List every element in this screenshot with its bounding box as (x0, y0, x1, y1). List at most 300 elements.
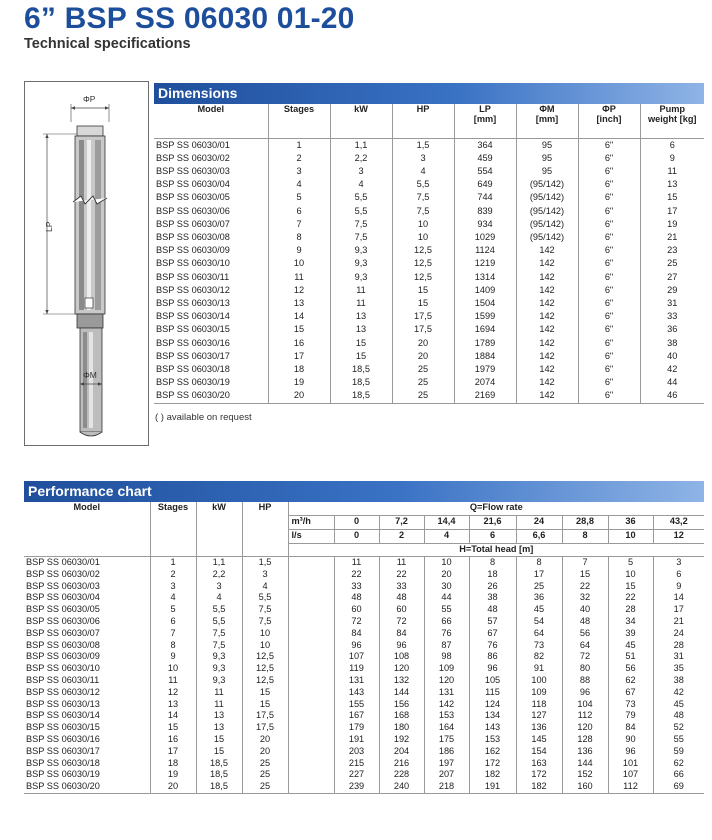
value-cell: 6" (578, 350, 640, 363)
value-cell: 95 (516, 152, 578, 165)
head-cell: 48 (469, 604, 516, 616)
value-cell: 649 (454, 178, 516, 191)
unit-spacer-cell (288, 769, 334, 781)
head-cell: 134 (469, 710, 516, 722)
head-cell: 10 (608, 569, 653, 581)
value-cell: 142 (516, 284, 578, 297)
performance-row (24, 581, 704, 593)
value-cell: (95/142) (516, 205, 578, 218)
value-cell: 20 (150, 781, 196, 793)
model-cell: BSP SS 06030/09 (26, 651, 100, 662)
head-cell: 48 (379, 592, 424, 604)
value-cell: 11 (330, 284, 392, 297)
value-cell: 13 (196, 710, 242, 722)
value-cell: 25 (392, 389, 454, 403)
head-cell: 118 (516, 699, 562, 711)
head-cell: 15 (562, 569, 608, 581)
head-cell: 33 (334, 581, 379, 593)
value-cell: (95/142) (516, 191, 578, 204)
dimensions-row (154, 363, 704, 376)
model-cell: BSP SS 06030/06 (26, 615, 100, 626)
value-cell: 15 (196, 734, 242, 746)
head-cell: 227 (334, 769, 379, 781)
head-cell: 22 (608, 592, 653, 604)
value-cell: 6" (578, 389, 640, 403)
value-cell: 6" (578, 284, 640, 297)
head-cell: 160 (562, 781, 608, 793)
value-cell: 839 (454, 205, 516, 218)
performance-row (24, 628, 704, 640)
value-cell: 9 (640, 152, 704, 165)
value-cell: 6 (640, 138, 704, 152)
model-cell: BSP SS 06030/01 (26, 557, 100, 567)
value-cell: 3 (242, 569, 288, 581)
value-cell: 18,5 (196, 769, 242, 781)
performance-row (24, 663, 704, 675)
dimensions-row (154, 323, 704, 336)
performance-body (24, 557, 704, 794)
value-cell: 15 (242, 687, 288, 699)
value-cell: 2 (268, 152, 330, 165)
unit-spacer-cell (288, 746, 334, 758)
flow-m3h-cell: 36 (608, 516, 653, 530)
performance-table (24, 502, 704, 794)
head-cell: 73 (516, 640, 562, 652)
head-cell: 144 (379, 687, 424, 699)
value-cell: 6" (578, 138, 640, 152)
value-cell: 142 (516, 350, 578, 363)
value-cell: 1314 (454, 271, 516, 284)
head-cell: 132 (379, 675, 424, 687)
dimensions-row (154, 152, 704, 165)
model-cell: BSP SS 06030/20 (24, 781, 150, 793)
dimensions-row (154, 244, 704, 257)
unit-spacer-cell (288, 734, 334, 746)
head-cell: 104 (562, 699, 608, 711)
pump-drawing (24, 81, 149, 446)
value-cell: 142 (516, 310, 578, 323)
unit-spacer-cell (288, 722, 334, 734)
head-cell: 66 (653, 769, 704, 781)
performance-row (24, 687, 704, 699)
value-cell: 31 (640, 297, 704, 310)
performance-title: Performance chart (28, 483, 152, 499)
value-cell: 2074 (454, 376, 516, 389)
value-cell: 7,5 (242, 616, 288, 628)
value-cell: 17,5 (392, 310, 454, 323)
value-cell: 1,5 (242, 557, 288, 569)
value-cell: 7 (268, 218, 330, 231)
unit-spacer-cell (288, 592, 334, 604)
value-cell: 5,5 (330, 191, 392, 204)
head-cell: 82 (516, 651, 562, 663)
head-cell: 51 (608, 651, 653, 663)
head-cell: 66 (424, 616, 469, 628)
head-cell: 64 (516, 628, 562, 640)
head-cell: 22 (562, 581, 608, 593)
value-cell: 744 (454, 191, 516, 204)
flow-m3h-cell: 28,8 (562, 516, 608, 530)
dimensions-row (154, 284, 704, 297)
head-cell: 14 (653, 592, 704, 604)
head-cell: 98 (424, 651, 469, 663)
model-cell: BSP SS 06030/06 (156, 205, 230, 216)
value-cell: 7,5 (330, 218, 392, 231)
head-cell: 168 (379, 710, 424, 722)
value-cell: 19 (640, 218, 704, 231)
value-cell: 554 (454, 165, 516, 178)
value-cell: 44 (640, 376, 704, 389)
dimensions-row (154, 376, 704, 389)
page-title: 6” BSP SS 06030 01-20 (24, 2, 355, 35)
performance-row (24, 781, 704, 793)
value-cell: 25 (640, 257, 704, 270)
dimensions-row (154, 165, 704, 178)
value-cell: 6" (578, 257, 640, 270)
head-cell: 84 (334, 628, 379, 640)
head-cell: 76 (424, 628, 469, 640)
unit-spacer-cell (288, 604, 334, 616)
head-cell: 40 (562, 604, 608, 616)
value-cell: 13 (268, 297, 330, 310)
value-cell: 6" (578, 205, 640, 218)
model-cell: BSP SS 06030/12 (26, 686, 100, 697)
value-cell: 6" (578, 152, 640, 165)
value-cell: 16 (150, 734, 196, 746)
value-cell: 6" (578, 191, 640, 204)
value-cell: 12,5 (392, 271, 454, 284)
value-cell: 459 (454, 152, 516, 165)
head-cell: 155 (334, 699, 379, 711)
performance-row (24, 758, 704, 770)
p-label: ΦP (83, 94, 96, 104)
model-cell: BSP SS 06030/19 (156, 377, 230, 388)
head-cell: 136 (516, 722, 562, 734)
value-cell: 36 (640, 323, 704, 336)
model-cell: BSP SS 06030/05 (156, 192, 230, 203)
head-cell: 57 (469, 616, 516, 628)
value-cell: 8 (268, 231, 330, 244)
model-cell: BSP SS 06030/18 (26, 757, 100, 768)
value-cell: 1599 (454, 310, 516, 323)
value-cell: 3 (268, 165, 330, 178)
value-cell: 18,5 (196, 781, 242, 793)
value-cell: (95/142) (516, 231, 578, 244)
value-cell: 15 (640, 191, 704, 204)
head-cell: 62 (608, 675, 653, 687)
value-cell: 11 (150, 675, 196, 687)
head-cell: 45 (516, 604, 562, 616)
value-cell: 25 (392, 363, 454, 376)
head-cell: 152 (562, 769, 608, 781)
head-cell: 119 (334, 663, 379, 675)
performance-row (24, 557, 704, 569)
unit-ls: l/s (288, 530, 334, 544)
motor-base (80, 432, 102, 436)
value-cell: 23 (640, 244, 704, 257)
model-cell: BSP SS 06030/15 (156, 324, 230, 335)
head-cell: 96 (469, 663, 516, 675)
head-cell: 69 (653, 781, 704, 793)
value-cell: 19 (150, 769, 196, 781)
flow-m3h-cell: 0 (334, 516, 379, 530)
value-cell: 142 (516, 257, 578, 270)
value-cell: 3 (150, 581, 196, 593)
head-cell: 88 (562, 675, 608, 687)
model-cell: BSP SS 06030/19 (26, 769, 100, 780)
head-cell: 72 (334, 616, 379, 628)
model-cell: BSP SS 06030/07 (26, 627, 100, 638)
motor-shading (83, 332, 87, 428)
head-cell: 42 (653, 687, 704, 699)
value-cell: 9 (150, 651, 196, 663)
head-cell: 54 (516, 616, 562, 628)
flow-ls-cell: 10 (608, 530, 653, 544)
head-cell: 17 (516, 569, 562, 581)
head-cell: 79 (608, 710, 653, 722)
value-cell: 6" (578, 376, 640, 389)
col-stages: Stages (268, 104, 330, 138)
pump-highlight (87, 140, 91, 310)
head-cell: 86 (469, 651, 516, 663)
value-cell: 142 (516, 323, 578, 336)
value-cell: 15 (392, 284, 454, 297)
dimensions-header (154, 83, 704, 104)
dimensions-row (154, 205, 704, 218)
head-cell: 163 (516, 758, 562, 770)
head-cell: 17 (653, 604, 704, 616)
p-arrow-right (105, 106, 109, 109)
model-cell: BSP SS 06030/01 (156, 139, 230, 150)
dimensions-row (154, 231, 704, 244)
model-cell: BSP SS 06030/03 (156, 165, 230, 176)
value-cell: 10 (268, 257, 330, 270)
page-subtitle: Technical specifications (24, 36, 191, 52)
head-cell: 20 (424, 569, 469, 581)
value-cell: 5,5 (392, 178, 454, 191)
value-cell: 1,1 (330, 138, 392, 152)
head-cell: 153 (469, 734, 516, 746)
head-cell: 136 (562, 746, 608, 758)
value-cell: 18,5 (330, 363, 392, 376)
value-cell: 11 (196, 687, 242, 699)
head-cell: 145 (516, 734, 562, 746)
head-cell: 30 (424, 581, 469, 593)
value-cell: 18,5 (196, 758, 242, 770)
flow-m3h-cell: 21,6 (469, 516, 516, 530)
model-cell: BSP SS 06030/17 (26, 745, 100, 756)
model-cell: BSP SS 06030/15 (26, 722, 100, 733)
value-cell: 9 (268, 244, 330, 257)
value-cell: 1 (268, 138, 330, 152)
value-cell: 12 (150, 687, 196, 699)
model-cell: BSP SS 06030/16 (156, 337, 230, 348)
head-cell: 182 (469, 769, 516, 781)
value-cell: 9,3 (196, 663, 242, 675)
head-cell: 55 (653, 734, 704, 746)
value-cell: 1409 (454, 284, 516, 297)
perf-col-hp: HP (242, 502, 288, 516)
model-cell: BSP SS 06030/14 (156, 311, 230, 322)
flow-ls-cell: 0 (334, 530, 379, 544)
head-cell: 127 (516, 710, 562, 722)
value-cell: 5,5 (196, 616, 242, 628)
col-lp: LP [mm] (454, 104, 516, 138)
unit-spacer-cell (288, 628, 334, 640)
m-label: ΦM (83, 370, 97, 380)
pump-illustration (25, 82, 148, 445)
head-cell: 191 (469, 781, 516, 793)
value-cell: 13 (330, 323, 392, 336)
value-cell: 18,5 (330, 376, 392, 389)
head-cell: 131 (334, 675, 379, 687)
head-cell: 204 (379, 746, 424, 758)
head-cell: 73 (608, 699, 653, 711)
value-cell: 2,2 (196, 569, 242, 581)
value-cell: 11 (268, 271, 330, 284)
value-cell: 12,5 (242, 651, 288, 663)
head-cell: 109 (424, 663, 469, 675)
head-cell: 52 (653, 722, 704, 734)
value-cell: 7,5 (196, 640, 242, 652)
value-cell: 95 (516, 138, 578, 152)
head-cell: 162 (469, 746, 516, 758)
dimensions-row (154, 191, 704, 204)
head-cell: 7 (562, 557, 608, 569)
head-cell: 186 (424, 746, 469, 758)
head-cell: 240 (379, 781, 424, 793)
head-cell: 62 (653, 758, 704, 770)
head-cell: 60 (334, 604, 379, 616)
head-cell: 131 (424, 687, 469, 699)
head-cell: 24 (653, 628, 704, 640)
head-cell: 64 (562, 640, 608, 652)
value-cell: 9,3 (196, 651, 242, 663)
head-cell: 216 (379, 758, 424, 770)
value-cell: 38 (640, 337, 704, 350)
head-cell: 172 (469, 758, 516, 770)
head-cell: 38 (469, 592, 516, 604)
unit-spacer-cell (288, 710, 334, 722)
value-cell: 16 (268, 337, 330, 350)
value-cell: 10 (242, 640, 288, 652)
head-cell: 15 (608, 581, 653, 593)
head-cell: 192 (379, 734, 424, 746)
performance-row (24, 710, 704, 722)
model-cell: BSP SS 06030/11 (26, 674, 100, 685)
head-cell: 59 (653, 746, 704, 758)
flow-m3h-cell: 7,2 (379, 516, 424, 530)
performance-row (24, 722, 704, 734)
model-cell: BSP SS 06030/17 (156, 350, 230, 361)
value-cell: 12,5 (392, 257, 454, 270)
value-cell: 9,3 (330, 257, 392, 270)
unit-spacer-cell (288, 581, 334, 593)
perf-col-model: Model (73, 502, 101, 512)
head-cell: 96 (334, 640, 379, 652)
value-cell: 5,5 (330, 205, 392, 218)
model-cell: BSP SS 06030/11 (156, 271, 230, 282)
flow-ls-cell: 2 (379, 530, 424, 544)
value-cell: 7,5 (242, 604, 288, 616)
dimensions-title: Dimensions (158, 85, 238, 101)
performance-row (24, 604, 704, 616)
value-cell: 17,5 (392, 323, 454, 336)
motor-highlight (89, 332, 93, 428)
value-cell: 40 (640, 350, 704, 363)
value-cell: 4 (268, 178, 330, 191)
value-cell: 1 (150, 557, 196, 569)
value-cell: 20 (392, 350, 454, 363)
value-cell: 2,2 (330, 152, 392, 165)
value-cell: 3 (330, 165, 392, 178)
head-cell: 25 (516, 581, 562, 593)
value-cell: 7,5 (392, 191, 454, 204)
head-cell: 10 (424, 557, 469, 569)
lp-label: LP (44, 221, 54, 232)
head-cell: 215 (334, 758, 379, 770)
head-cell: 87 (424, 640, 469, 652)
lp-arrow-bottom (45, 310, 48, 314)
value-cell: 5 (150, 604, 196, 616)
value-cell: 8 (150, 640, 196, 652)
pump-shading-right (95, 140, 101, 310)
value-cell: 17,5 (242, 722, 288, 734)
model-cell: BSP SS 06030/18 (156, 363, 230, 374)
performance-row (24, 651, 704, 663)
head-cell: 101 (608, 758, 653, 770)
model-cell: BSP SS 06030/16 (26, 733, 100, 744)
value-cell: 5,5 (196, 604, 242, 616)
pump-inlet (77, 314, 103, 328)
value-cell: 11 (196, 699, 242, 711)
value-cell: 3 (392, 152, 454, 165)
value-cell: 15 (196, 746, 242, 758)
head-cell: 120 (379, 663, 424, 675)
model-cell: BSP SS 06030/05 (26, 604, 100, 615)
head-cell: 11 (379, 557, 424, 569)
head-cell: 72 (379, 616, 424, 628)
value-cell: 13 (330, 310, 392, 323)
unit-spacer-cell (288, 640, 334, 652)
dimensions-row (154, 178, 704, 191)
flow-m3h-cell: 14,4 (424, 516, 469, 530)
value-cell: 10 (242, 628, 288, 640)
value-cell: 1,5 (392, 138, 454, 152)
value-cell: 29 (640, 284, 704, 297)
head-cell: 31 (653, 651, 704, 663)
model-cell: BSP SS 06030/20 (154, 389, 268, 403)
model-cell: BSP SS 06030/08 (26, 639, 100, 650)
value-cell: 142 (516, 271, 578, 284)
head-cell: 5 (608, 557, 653, 569)
head-cell: 9 (653, 581, 704, 593)
head-cell: 6 (653, 569, 704, 581)
dimensions-row (154, 271, 704, 284)
value-cell: 27 (640, 271, 704, 284)
value-cell: 1029 (454, 231, 516, 244)
col-model: Model (154, 104, 268, 138)
performance-header (24, 481, 704, 502)
value-cell: 25 (242, 758, 288, 770)
unit-spacer-cell (288, 699, 334, 711)
unit-spacer-cell (288, 616, 334, 628)
head-cell: 26 (469, 581, 516, 593)
model-cell: BSP SS 06030/03 (26, 580, 100, 591)
flow-ls-cell: 4 (424, 530, 469, 544)
performance-row (24, 569, 704, 581)
dimensions-row (154, 138, 704, 152)
